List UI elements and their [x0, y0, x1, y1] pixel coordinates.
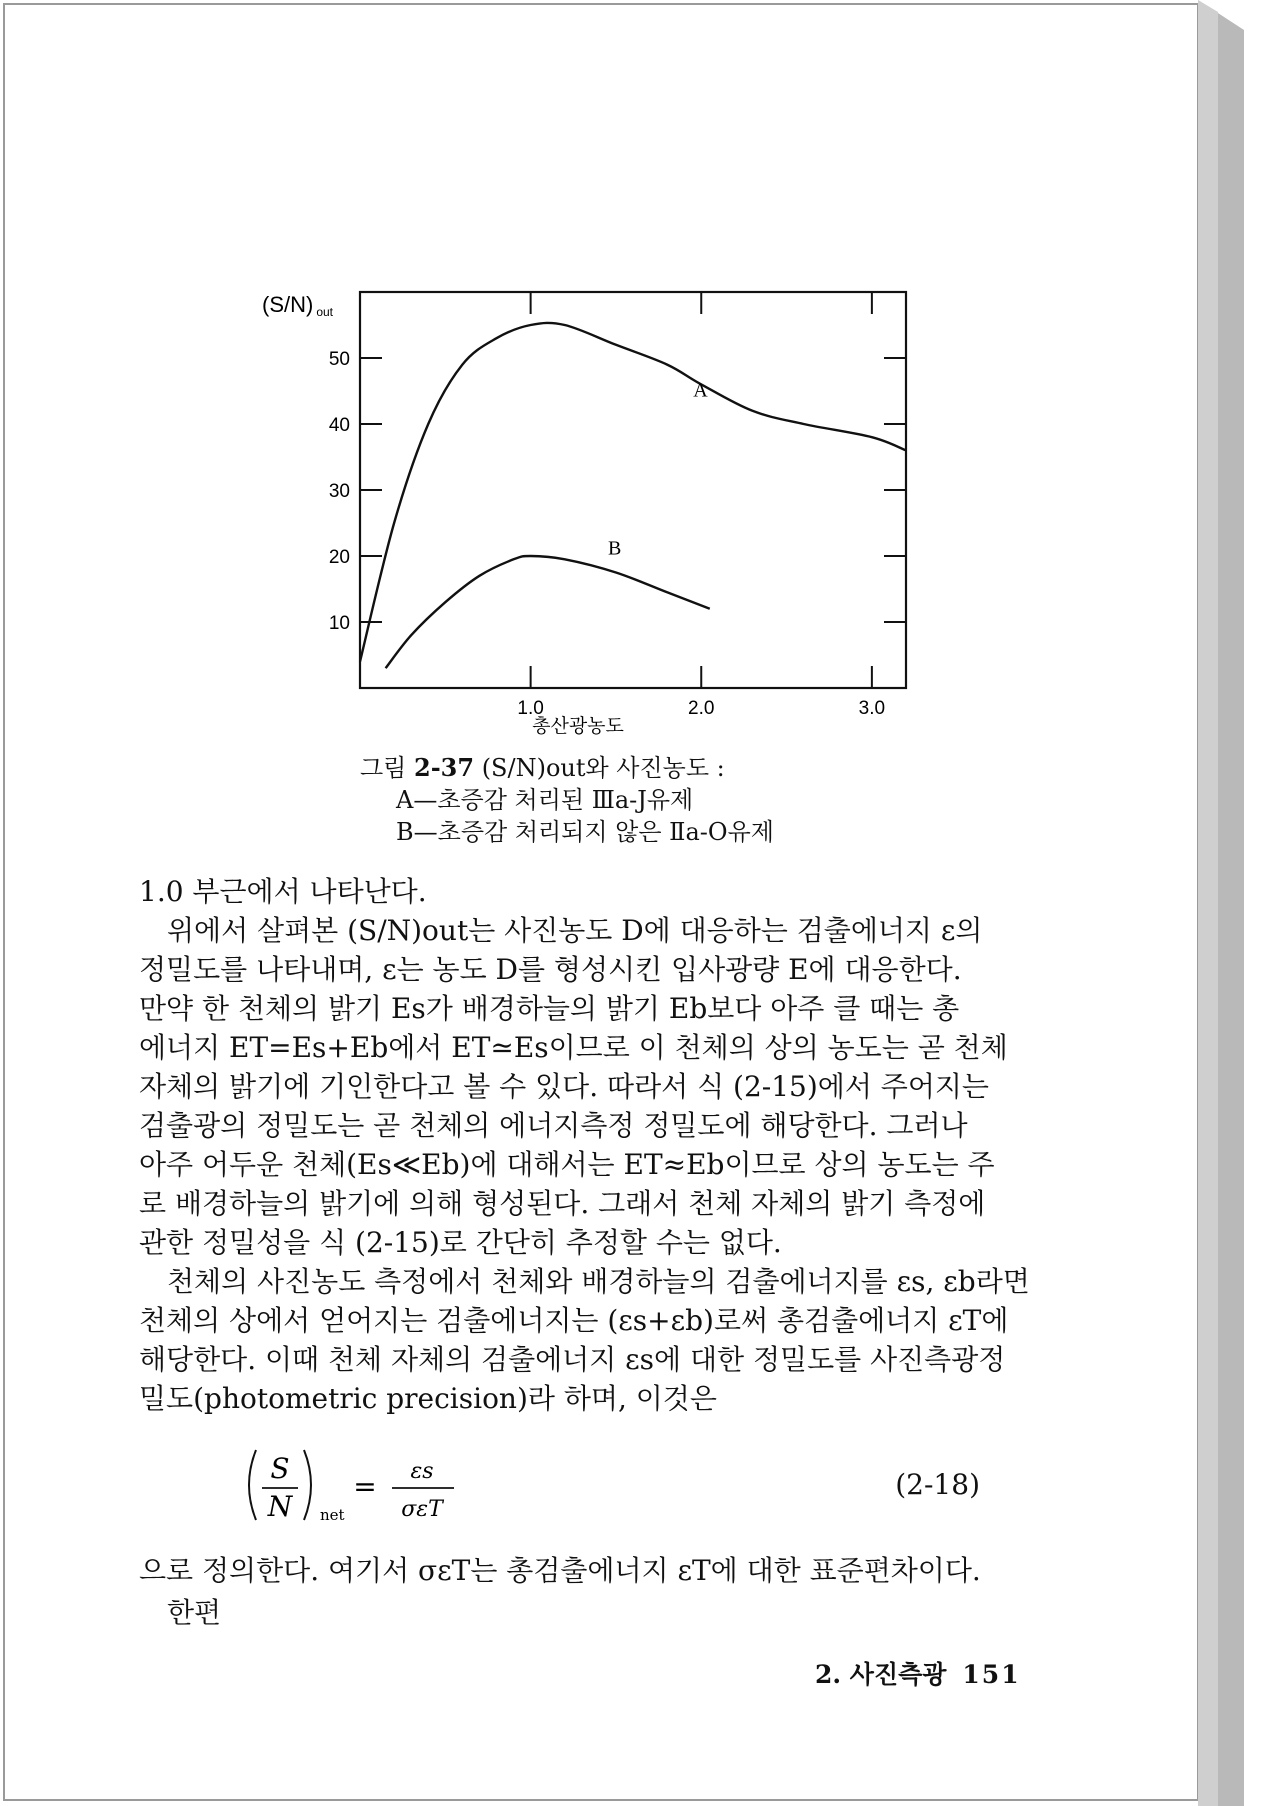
curve-label-A: A — [693, 379, 708, 402]
body-text — [139, 872, 1039, 1418]
body-line: 해당한다. 이때 천체 자체의 검출에너지 εs에 대한 정밀도를 사진측광정 — [139, 1343, 1006, 1376]
curve-label-B: B — [607, 537, 622, 560]
x-tick-group — [517, 292, 885, 719]
body-line: 정밀도를 나타내며, ε는 농도 D를 형성시킨 입사광량 E에 대응한다. — [139, 953, 962, 986]
page-shadow — [1244, 0, 1275, 1806]
y-axis-label-main: (S/N) — [262, 292, 314, 317]
x-tick-label: 2.0 — [688, 698, 715, 719]
series-line-B — [386, 556, 710, 668]
body-line: 천체의 사진농도 측정에서 천체와 배경하늘의 검출에너지를 εs, εb라면 — [167, 1265, 1030, 1298]
body-line: 자체의 밝기에 기인한다고 볼 수 있다. 따라서 식 (2-15)에서 주어지는 — [139, 1070, 989, 1103]
series-line-A — [360, 323, 906, 662]
y-tick-label: 40 — [328, 415, 350, 436]
body-line: 천체의 상에서 얻어지는 검출에너지는 (εs+εb)로써 총검출에너지 εT에 — [139, 1304, 1009, 1337]
figure-caption — [360, 752, 920, 848]
caption-line-1 — [360, 752, 920, 784]
equation-number: (2-18) — [895, 1468, 980, 1501]
x-tick-label: 1.0 — [517, 698, 544, 719]
body-line: 밀도(photometric precision)라 하며, 이것은 — [139, 1382, 717, 1415]
series-group — [360, 323, 906, 668]
after-eq-line: 한편 — [167, 1596, 222, 1629]
x-tick-label: 3.0 — [858, 698, 886, 719]
body-line: 에너지 ET=Es+Eb에서 ET≃Es이므로 이 천체의 상의 농도는 곧 천체 — [139, 1031, 1008, 1064]
y-tick-group — [329, 349, 906, 634]
left-paren — [249, 1450, 256, 1520]
body-line: 1.0 부근에서 나타난다. — [139, 875, 427, 908]
body-line: 관한 정밀성을 식 (2-15)로 간단히 추정할 수는 없다. — [139, 1226, 782, 1259]
eq-lhs-denominator: N — [267, 1490, 293, 1523]
caption-number: 2-37 — [414, 753, 475, 782]
right-paren — [304, 1450, 311, 1520]
eq-rhs-denominator: σεT — [401, 1497, 443, 1522]
body-line: 로 배경하늘의 밝기에 의해 형성된다. 그래서 천체 자체의 밝기 측정에 — [139, 1187, 986, 1220]
after-eq-line: 으로 정의한다. 여기서 σεT는 총검출에너지 εT에 대한 표준편차이다. — [139, 1554, 981, 1587]
caption-line-2: A—초증감 처리된 Ⅲa-J유제 — [396, 786, 694, 814]
chart-plot — [250, 282, 950, 752]
page-footer — [815, 1655, 1021, 1691]
eq-equals: = — [353, 1470, 377, 1503]
y-tick-label: 50 — [328, 349, 350, 370]
equation-formula — [240, 1440, 500, 1530]
eq-lhs-subscript: net — [320, 1506, 345, 1524]
y-tick-label: 20 — [328, 547, 350, 568]
body-line: 아주 어두운 천체(Es≪Eb)에 대해서는 ET≈Eb이므로 상의 농도는 주 — [139, 1148, 995, 1181]
caption-line-3: B—초증감 처리되지 않은 Ⅱa-O유제 — [396, 818, 774, 846]
y-axis-label-sub: out — [316, 305, 334, 319]
y-tick-label: 10 — [328, 613, 350, 634]
body-line: 위에서 살펴본 (S/N)out는 사진농도 D에 대응하는 검출에너지 ε의 — [167, 914, 983, 947]
body-line: 검출광의 정밀도는 곧 천체의 에너지측정 정밀도에 해당한다. 그러나 — [139, 1109, 968, 1142]
footer-section: 2. 사진측광 — [815, 1660, 947, 1689]
caption-prefix: 그림 — [360, 754, 414, 782]
page-edge-shading — [1198, 0, 1244, 1806]
equation-2-18 — [240, 1440, 1020, 1530]
page-number: 151 — [962, 1660, 1021, 1689]
after-equation-text — [139, 1550, 1039, 1634]
y-tick-label: 30 — [328, 481, 350, 502]
x-axis-label: 총산광농도 — [532, 715, 624, 737]
caption-title: (S/N)out와 사진농도 : — [474, 754, 725, 782]
y-axis-label — [262, 292, 334, 319]
eq-lhs-numerator: S — [270, 1452, 290, 1485]
eq-rhs-numerator: εs — [410, 1459, 434, 1484]
body-line: 만약 한 천체의 밝기 Es가 배경하늘의 밝기 Eb보다 아주 클 때는 총 — [139, 992, 960, 1025]
